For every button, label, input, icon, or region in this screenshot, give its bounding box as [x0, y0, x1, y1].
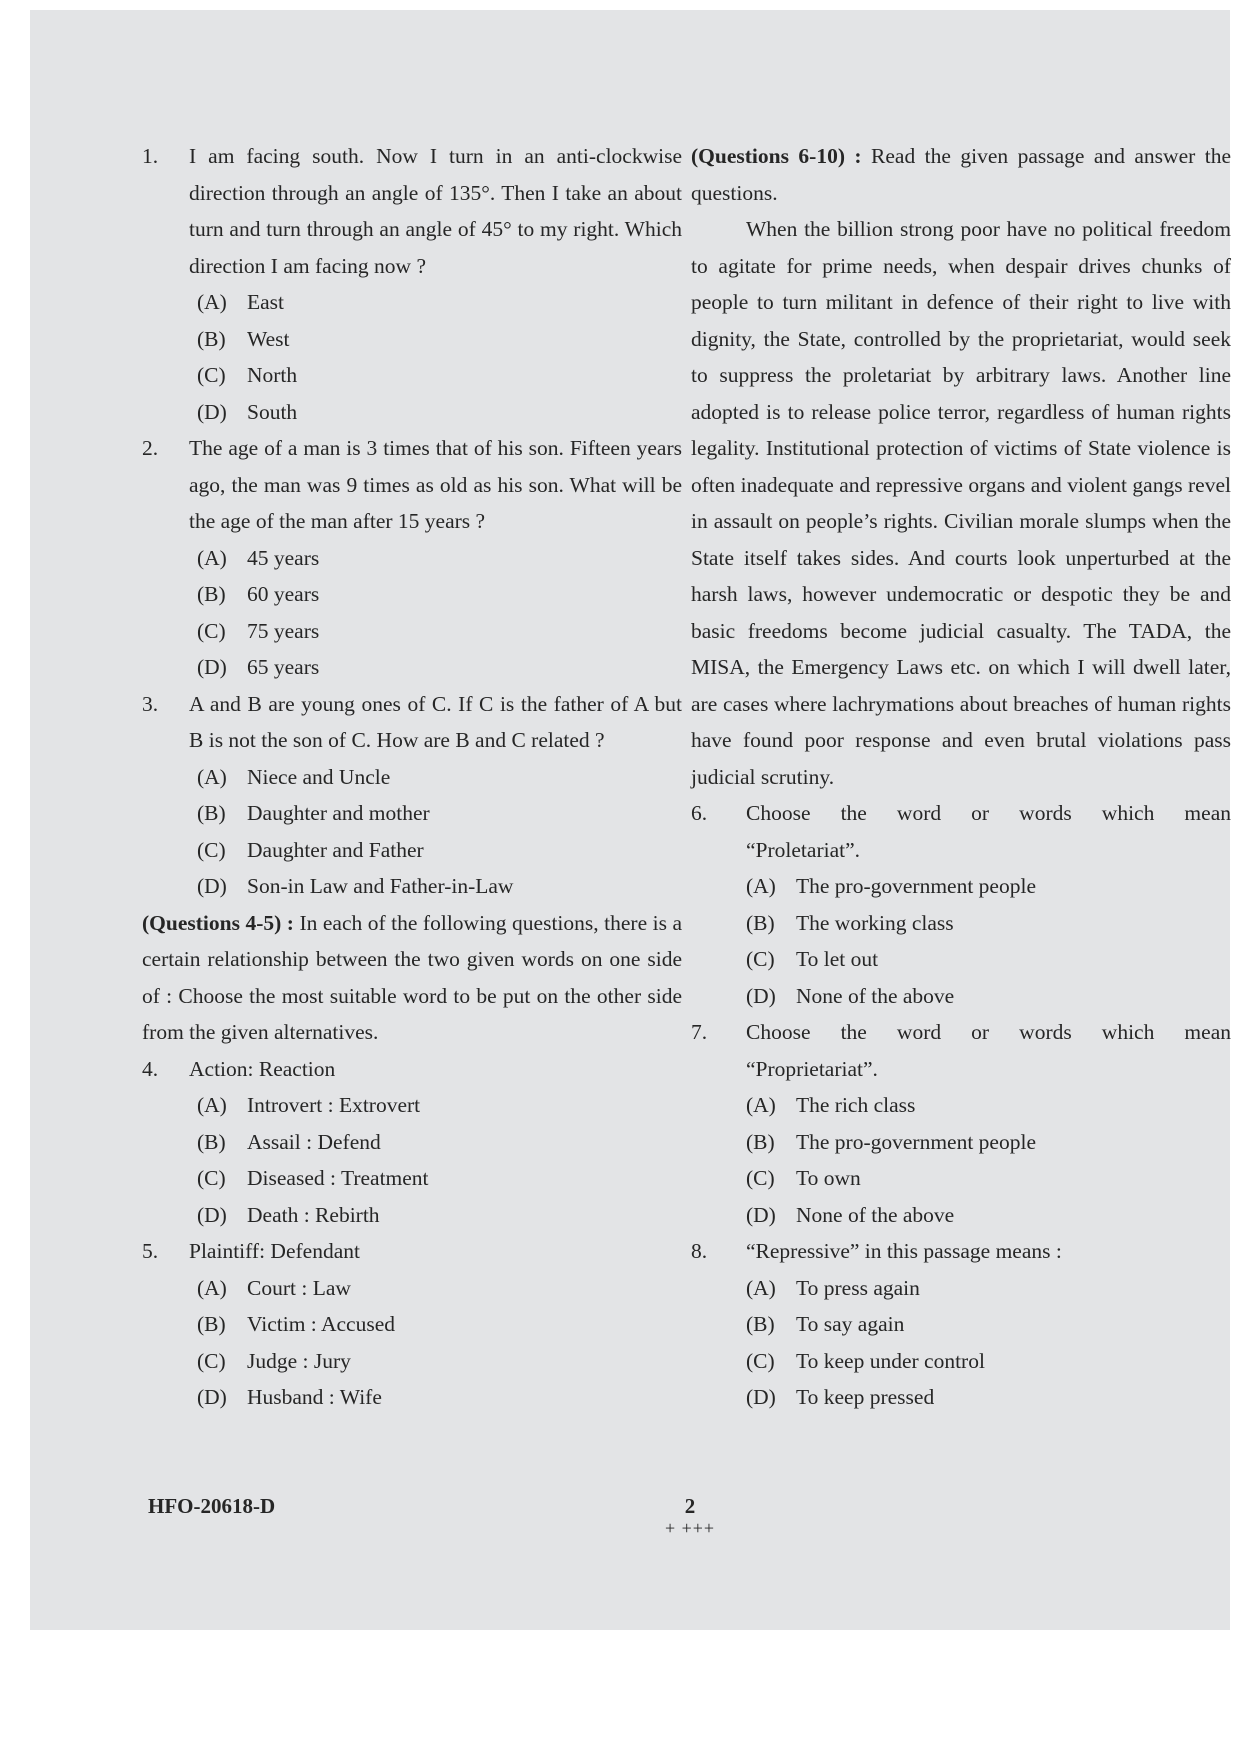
option: (B) Assail : Defend [197, 1129, 381, 1154]
instructions-questions-4-5: (Questions 4-5) : In each of the following questions, there is a certain relationship between the two given words on one side of : Choose the most suitable word to be put on the other side from the given alternatives. [142, 910, 682, 1044]
option: (D) South [197, 399, 298, 424]
option: (B) To say again [746, 1312, 905, 1336]
option: (A) Court : Law [197, 1275, 351, 1300]
option: (A) 45 years [197, 545, 320, 570]
option: (A) The pro-government people [746, 874, 1036, 898]
question-text: I am facing south. Now I turn in an anti-clockwise direction through an angle of 135°. Then I take an about turn and turn through an angle of 45° to my right. Which direction I am facing now ? [189, 144, 682, 278]
question-text: Choose the word or words which mean [746, 801, 1231, 825]
question-text: The age of a man is 3 times that of his son. Fifteen years ago, the man was 9 times as old as his son. What will be the age of the man after 15 years ? [189, 436, 682, 533]
option: (D) 65 years [197, 655, 320, 679]
question-number: 2. [142, 436, 159, 460]
option: (B) West [197, 326, 290, 351]
option: (C) Diseased : Treatment [197, 1166, 429, 1190]
question-number: 1. [142, 144, 159, 168]
option: (B) Victim : Accused [197, 1312, 395, 1336]
question-text-continued: “Proprietariat”. [746, 1056, 878, 1081]
option: (A) The rich class [746, 1093, 916, 1117]
right-column [691, 138, 1231, 1416]
option: (A) To press again [746, 1275, 920, 1300]
page-mark: + +++ [664, 1518, 716, 1538]
option: (A) East [197, 290, 285, 314]
question-number: 7. [691, 1020, 708, 1044]
option: (C) North [197, 363, 298, 387]
page-number: 2 [684, 1494, 696, 1518]
question-8 [691, 1233, 1231, 1416]
question-4 [142, 1051, 682, 1234]
question-number: 3. [142, 691, 159, 716]
question-2 [142, 430, 682, 686]
question-number: 5. [142, 1239, 159, 1263]
question-number: 6. [691, 801, 708, 825]
question-text: Plaintiff: Defendant [189, 1239, 360, 1263]
option: (D) To keep pressed [746, 1385, 935, 1409]
option: (C) To keep under control [746, 1348, 985, 1373]
option: (D) None of the above [746, 983, 955, 1008]
instructions-questions-6-10: (Questions 6-10) : Read the given passage and answer the questions. [691, 144, 1231, 205]
option: (B) Daughter and mother [197, 801, 430, 825]
option: (D) None of the above [746, 1202, 955, 1227]
option: (A) Niece and Uncle [197, 764, 391, 789]
option: (B) The working class [746, 910, 954, 935]
option: (A) Introvert : Extrovert [197, 1093, 421, 1117]
option: (C) To own [746, 1166, 861, 1190]
exam-sheet [30, 10, 1230, 1630]
paper-code: HFO-20618-D [148, 1494, 276, 1518]
question-7 [691, 1014, 1231, 1233]
question-number: 8. [691, 1239, 708, 1263]
left-column [142, 138, 682, 1416]
option: (D) Son-in Law and Father-in-Law [197, 874, 514, 898]
question-text: Action: Reaction [189, 1056, 336, 1081]
option: (D) Husband : Wife [197, 1385, 382, 1409]
question-text: A and B are young ones of C. If C is the father of A but B is not the son of C. How are B and C related ? [189, 691, 682, 752]
question-text: Choose the word or words which mean [746, 1020, 1231, 1044]
option: (D) Death : Rebirth [197, 1202, 380, 1227]
question-1 [142, 138, 682, 430]
question-5 [142, 1233, 682, 1416]
question-text-continued: “Proletariat”. [746, 837, 861, 862]
option: (B) 60 years [197, 582, 320, 606]
option: (C) To let out [746, 947, 879, 971]
option: (C) Judge : Jury [197, 1348, 351, 1373]
question-text: “Repressive” in this passage means : [746, 1239, 1062, 1263]
question-3 [142, 686, 682, 905]
option: (C) 75 years [197, 618, 320, 643]
question-number: 4. [142, 1056, 159, 1081]
option: (B) The pro-government people [746, 1129, 1036, 1154]
question-6 [691, 795, 1231, 1014]
option: (C) Daughter and Father [197, 837, 424, 862]
reading-passage: When the billion strong poor have no political freedom to agitate for prime needs, when despair drives chunks of people to turn militant in defence of their right to live with dignity, the State, controlled by the proprietariat, would seek to suppress the proletariat by arbitrary laws. Another line adopted is to release police terror, regardless of human rights legality. Institutional protection of victims of State violence is often inadequate and repressive organs and violent gangs revel in assault on people’s rights. Civilian morale slumps when the State itself takes sides. And courts look unperturbed at the harsh laws, however undemocratic or despotic they be and basic freedoms become judicial casualty. The TADA, the MISA, the Emergency Laws etc. on which I will dwell later, are cases where lachrymations about breaches of human rights have found poor response and even brutal violations pass judicial scrutiny. [691, 217, 1231, 789]
